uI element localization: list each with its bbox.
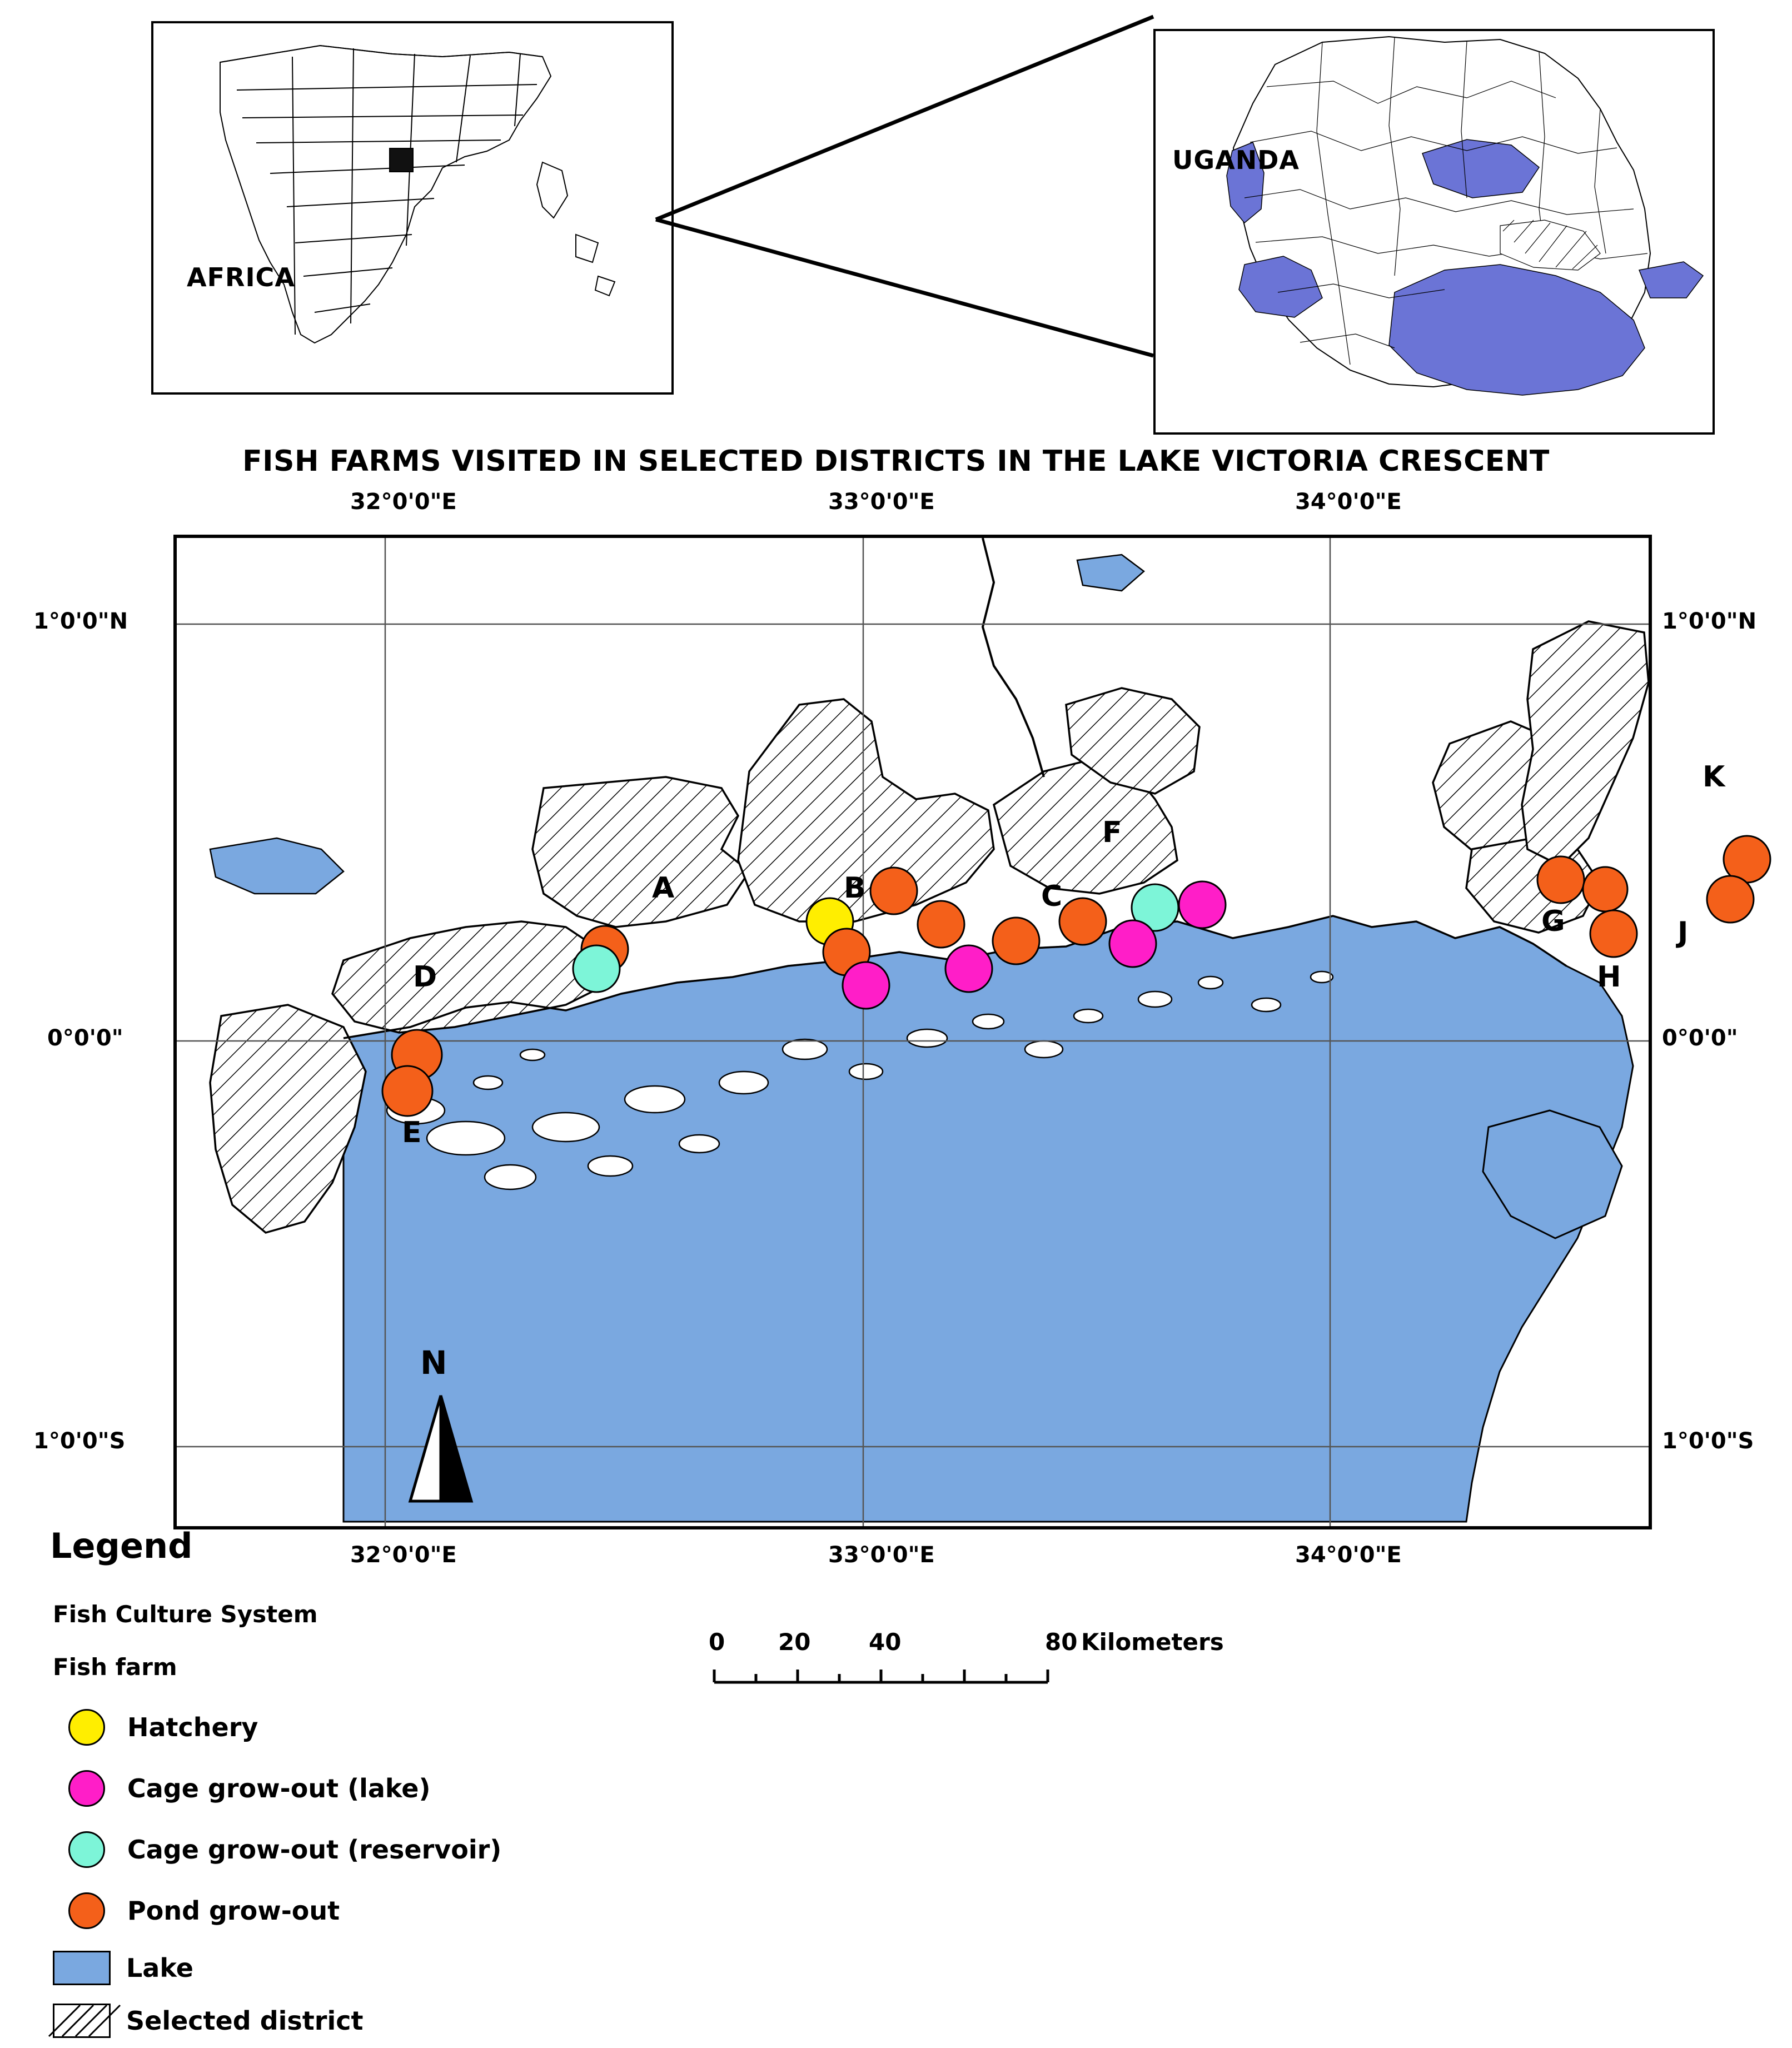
grat-right-0: 0°0'0" (1662, 1025, 1738, 1051)
scale-bar (709, 1628, 1281, 1717)
farm-point-cage-lake (945, 945, 992, 992)
legend-item-pond (53, 1892, 340, 1929)
legend-swatch-cage-reservoir-icon (68, 1831, 105, 1868)
legend-subtitle-culture-system: Fish Culture System (53, 1601, 318, 1628)
legend-item-cage-reservoir (53, 1831, 501, 1868)
north-arrow-icon (399, 1393, 482, 1521)
farm-point-pond (382, 1066, 432, 1116)
grat-top-34e: 34°0'0"E (1295, 489, 1402, 515)
grat-left-1s: 1°0'0"S (33, 1428, 126, 1454)
farm-point-pond (1590, 910, 1637, 957)
district-letter-g: G (1541, 905, 1565, 938)
grat-left-0: 0°0'0" (47, 1025, 123, 1051)
legend-subtitle-fish-farm: Fish farm (53, 1653, 177, 1681)
scale-tick-80: 80 (1045, 1628, 1078, 1656)
legend-title: Legend (50, 1526, 193, 1566)
district-letter-b: B (844, 871, 866, 905)
farm-point-cage-lake (1179, 881, 1226, 928)
legend-label-hatchery: Hatchery (127, 1712, 258, 1742)
farm-point-cage-lake (1109, 920, 1156, 967)
grat-left-1n: 1°0'0"N (33, 609, 128, 634)
legend-item-lake (53, 1951, 193, 1985)
africa-outline (153, 23, 671, 392)
uganda-highlight (390, 148, 413, 172)
map-title: FISH FARMS VISITED IN SELECTED DISTRICTS IN THE LAKE VICTORIA CRESCENT (242, 445, 1550, 478)
legend-swatch-selected-district-icon (53, 2004, 111, 2038)
farm-point-cage-reservoir (573, 945, 620, 992)
grat-bottom-33e: 33°0'0"E (828, 1542, 935, 1568)
district-letter-k: K (1703, 760, 1725, 794)
legend-label-cage-lake: Cage grow-out (lake) (127, 1773, 431, 1803)
africa-label: AFRICA (187, 262, 295, 292)
district-letter-e: E (402, 1116, 422, 1149)
farm-point-pond (1537, 856, 1584, 903)
legend-item-selected-district (53, 2004, 363, 2038)
scale-tick-20: 20 (778, 1628, 811, 1656)
uganda-outline (1156, 31, 1713, 432)
district-letter-j: J (1677, 916, 1689, 949)
scale-tick-0: 0 (709, 1628, 725, 1656)
farm-point-pond (1059, 898, 1106, 945)
grat-right-1s: 1°0'0"S (1662, 1428, 1754, 1454)
legend-swatch-cage-lake-icon (68, 1770, 105, 1807)
scale-bar-ticks (714, 1663, 1059, 1702)
legend-swatch-hatchery-icon (68, 1709, 105, 1746)
uganda-inset-map (1153, 29, 1715, 435)
legend-label-cage-reservoir: Cage grow-out (reservoir) (127, 1835, 502, 1865)
farm-point-pond (1583, 867, 1627, 911)
farm-point-pond (993, 918, 1039, 964)
farm-point-pond (918, 901, 964, 948)
north-arrow (399, 1344, 482, 1505)
farm-point-pond (1707, 876, 1754, 923)
legend-swatch-lake-icon (53, 1951, 111, 1985)
legend-item-hatchery (53, 1709, 258, 1746)
map-canvas (177, 538, 1649, 1526)
grat-top-33e: 33°0'0"E (828, 489, 935, 515)
africa-inset-map (151, 21, 674, 395)
legend-label-selected-district: Selected district (126, 2006, 364, 2036)
farm-point-cage-lake (843, 962, 889, 1009)
district-letter-a: A (652, 871, 675, 905)
district-letter-c: C (1041, 880, 1063, 913)
legend-swatch-pond-icon (68, 1892, 105, 1929)
legend-item-cage-lake (53, 1770, 431, 1807)
uganda-label: UGANDA (1172, 145, 1300, 175)
grat-right-1n: 1°0'0"N (1662, 609, 1757, 634)
grat-bottom-32e: 32°0'0"E (350, 1542, 457, 1568)
district-letter-h: H (1597, 960, 1621, 994)
scale-tick-40: 40 (869, 1628, 902, 1656)
north-arrow-label: N (420, 1344, 447, 1382)
farm-point-pond (870, 868, 917, 914)
legend-label-pond: Pond grow-out (127, 1896, 340, 1926)
grat-bottom-34e: 34°0'0"E (1295, 1542, 1402, 1568)
district-letter-f: F (1102, 816, 1122, 849)
scale-units-label: Kilometers (1081, 1628, 1224, 1656)
district-letter-d: D (413, 960, 437, 994)
grat-top-32e: 32°0'0"E (350, 489, 457, 515)
legend-label-lake: Lake (126, 1953, 193, 1983)
